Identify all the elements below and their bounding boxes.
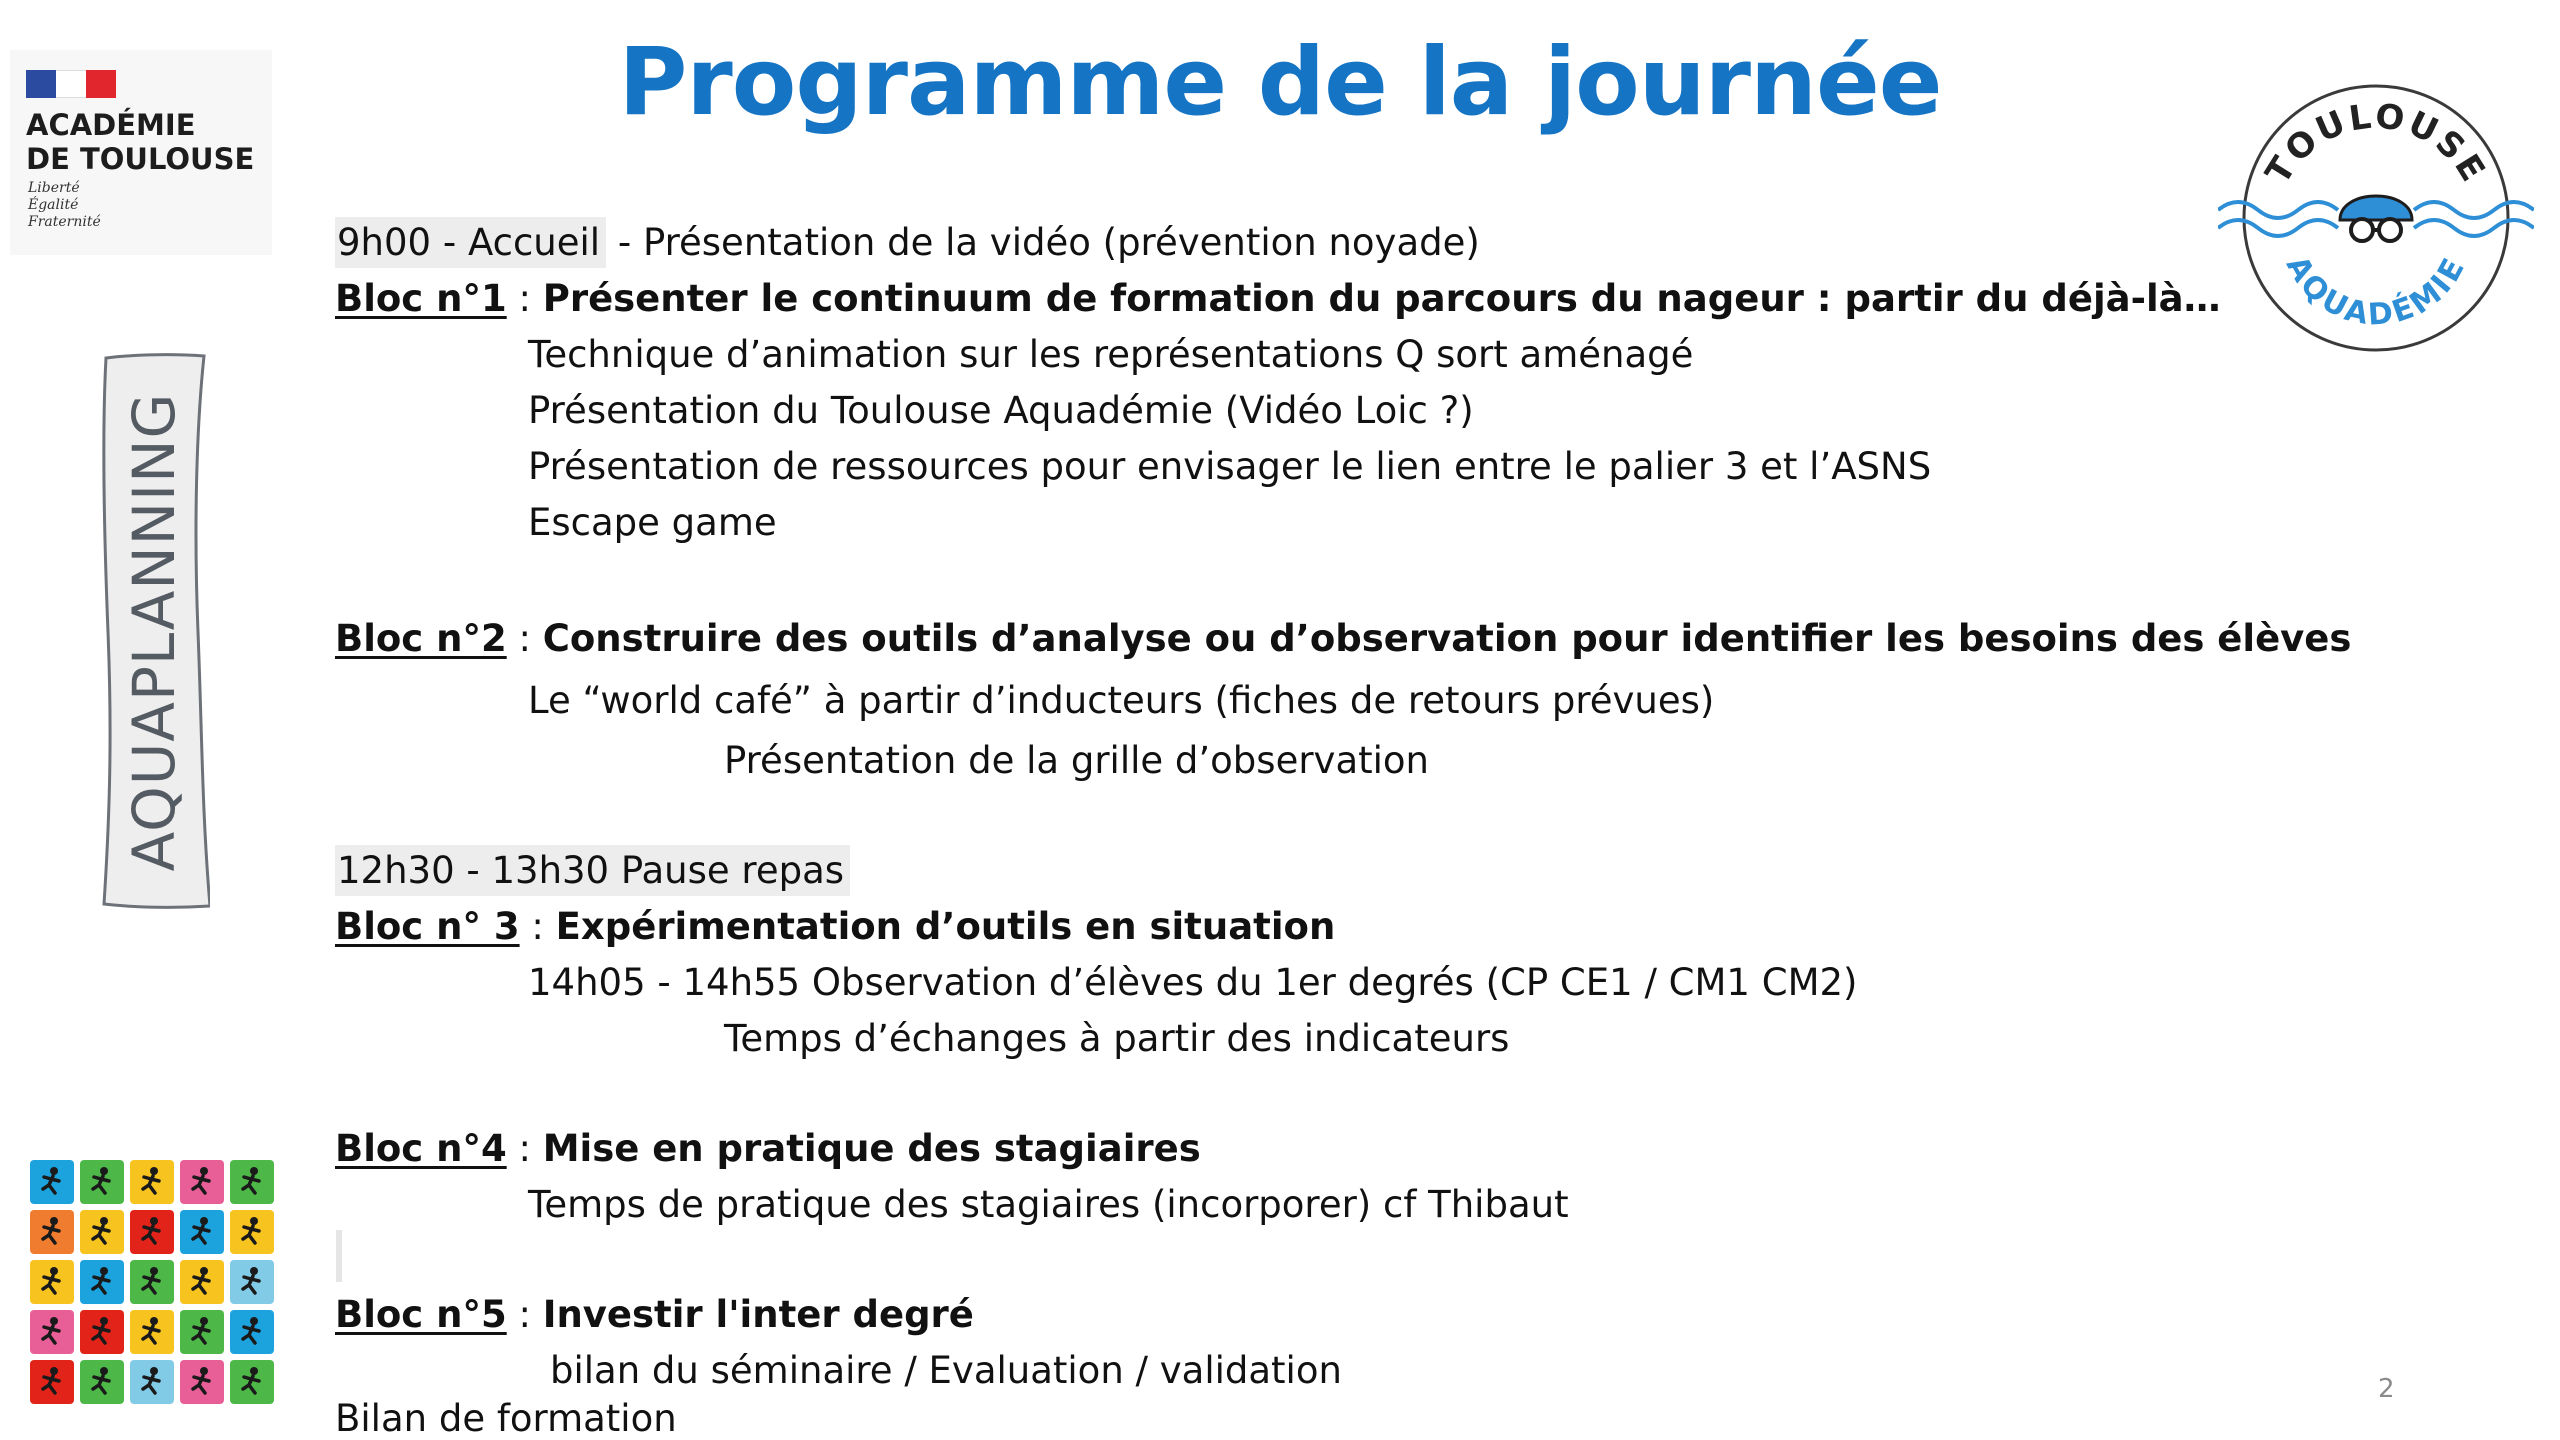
sport-pictogram-icon: [30, 1360, 74, 1404]
sport-pictogram-icon: [30, 1260, 74, 1304]
sport-pictogram-icon: [80, 1160, 124, 1204]
bloc2-heading: [335, 616, 2351, 662]
academie-name: [26, 108, 254, 176]
bloc2-item-1: Le “world café” à partir d’inducteurs (fiches de retours prévues): [528, 679, 1715, 722]
french-flag-icon: [26, 70, 116, 98]
bloc4-item-1: Temps de pratique des stagiaires (incorporer) cf Thibaut: [528, 1183, 1569, 1226]
bloc5-heading: [335, 1292, 974, 1338]
bloc1-title: Présenter le continuum de formation du parcours du nageur : partir du déjà-là…: [542, 277, 2221, 320]
academie-name-line2: DE TOULOUSE: [26, 142, 255, 176]
bloc4-sep: :: [506, 1127, 543, 1170]
sport-pictogram-icon: [230, 1360, 274, 1404]
aquademie-badge: [2218, 78, 2534, 378]
sport-pictogram-icon: [230, 1210, 274, 1254]
bloc1-sep: :: [506, 277, 543, 320]
bloc2-label: Bloc n°2: [335, 617, 507, 660]
bloc5-item-1: bilan du séminaire / Evaluation / validation: [550, 1349, 1342, 1392]
bloc5-title: Investir l'inter degré: [542, 1293, 974, 1336]
academie-motto: [28, 180, 101, 231]
sport-pictogram-icon: [180, 1360, 224, 1404]
sport-pictogram-icon: [130, 1310, 174, 1354]
sport-pictogram-icon: [80, 1310, 124, 1354]
bloc5-label: Bloc n°5: [335, 1293, 507, 1336]
bloc3-label: Bloc n° 3: [335, 905, 520, 948]
aquaplanning-label: AQUAPLANNING: [120, 392, 188, 872]
sport-pictogram-icon: [80, 1260, 124, 1304]
bloc3-item-2: Temps d’échanges à partir des indicateurs: [724, 1017, 1510, 1060]
badge-bottom-text: AQUADÉMIE: [2278, 250, 2474, 333]
page-number: 2: [2378, 1374, 2395, 1404]
sport-pictogram-icon: [180, 1160, 224, 1204]
sport-pictogram-icon: [80, 1360, 124, 1404]
bloc2-item-2: Présentation de la grille d’observation: [724, 739, 1429, 782]
sport-pictogram-icon: [180, 1310, 224, 1354]
academie-logo: [10, 50, 272, 255]
sport-pictogram-icon: [130, 1260, 174, 1304]
academie-name-line1: ACADÉMIE: [26, 108, 196, 142]
page-title: Programme de la journée: [618, 28, 1942, 137]
motto-egalite: Égalité: [28, 197, 79, 213]
bloc4-title: Mise en pratique des stagiaires: [542, 1127, 1201, 1170]
accueil-time: 9h00 - Accueil: [335, 217, 606, 268]
sport-pictogram-icon: [30, 1310, 74, 1354]
sport-pictogram-icon: [80, 1210, 124, 1254]
bloc3-heading: [335, 904, 1335, 950]
pause-line: [335, 848, 850, 894]
sport-pictogram-icon: [230, 1260, 274, 1304]
bloc1-label: Bloc n°1: [335, 277, 507, 320]
bloc5-sep: :: [506, 1293, 543, 1336]
bloc3-title: Expérimentation d’outils en situation: [555, 905, 1336, 948]
bloc1-heading: [335, 276, 2221, 322]
sports-icons-grid: [30, 1160, 282, 1412]
bloc4-label: Bloc n°4: [335, 1127, 507, 1170]
text-cursor-mark: [336, 1230, 342, 1282]
accueil-rest: - Présentation de la vidéo (prévention noyade): [606, 221, 1480, 264]
bloc1-item-1: Technique d’animation sur les représentations Q sort aménagé: [528, 333, 1694, 376]
bloc2-sep: :: [506, 617, 543, 660]
bloc3-sep: :: [519, 905, 556, 948]
aquaplanning-tab: [98, 352, 210, 912]
sport-pictogram-icon: [230, 1310, 274, 1354]
sport-pictogram-icon: [180, 1210, 224, 1254]
sport-pictogram-icon: [180, 1260, 224, 1304]
swimmer-logo-icon: [2218, 78, 2534, 378]
sport-pictogram-icon: [130, 1160, 174, 1204]
pause-text: 12h30 - 13h30 Pause repas: [335, 845, 850, 896]
svg-text:TOULOUSE: [2258, 96, 2494, 191]
bilan-line: Bilan de formation: [335, 1397, 677, 1440]
badge-top-text: TOULOUSE: [2257, 96, 2495, 191]
bloc1-item-4: Escape game: [528, 501, 777, 544]
svg-text:AQUADÉMIE: [2279, 250, 2473, 332]
bloc1-item-2: Présentation du Toulouse Aquadémie (Vidéo Loic ?): [528, 389, 1474, 432]
bloc1-item-3: Présentation de ressources pour envisager le lien entre le palier 3 et l’ASNS: [528, 445, 1932, 488]
bloc2-title: Construire des outils d’analyse ou d’observation pour identifier les besoins des élèves: [542, 617, 2352, 660]
bloc3-item-1: 14h05 - 14h55 Observation d’élèves du 1er degrés (CP CE1 / CM1 CM2): [528, 961, 1858, 1004]
sport-pictogram-icon: [30, 1210, 74, 1254]
sport-pictogram-icon: [30, 1160, 74, 1204]
motto-liberte: Liberté: [28, 180, 80, 196]
accueil-line: [335, 220, 1480, 266]
motto-fraternite: Fraternité: [28, 214, 101, 230]
sport-pictogram-icon: [230, 1160, 274, 1204]
sport-pictogram-icon: [130, 1360, 174, 1404]
bloc4-heading: [335, 1126, 1201, 1172]
sport-pictogram-icon: [130, 1210, 174, 1254]
